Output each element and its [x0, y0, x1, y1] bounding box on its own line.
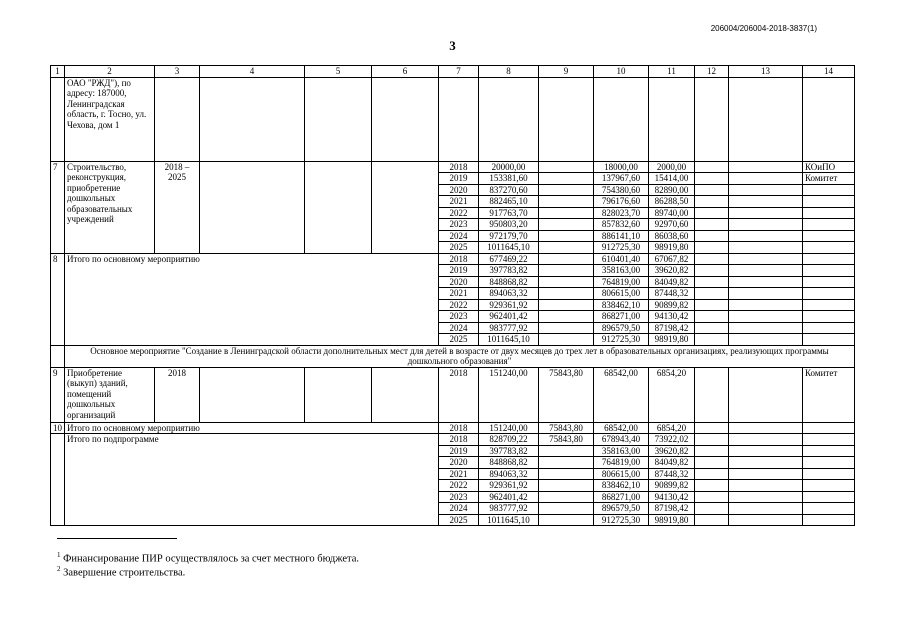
total-cell: 894063,32 [479, 468, 539, 480]
table-cell [594, 77, 649, 161]
local-cell: 6854,20 [649, 422, 695, 434]
other-cell [695, 422, 729, 434]
total-cell: 983777,92 [479, 322, 539, 334]
regional-cell: 806615,00 [594, 288, 649, 300]
total-cell: 950803,20 [479, 219, 539, 231]
other-cell [695, 434, 729, 446]
other-cell [695, 503, 729, 515]
regional-cell: 610401,40 [594, 253, 649, 265]
federal-cell [539, 219, 594, 231]
header-row [51, 66, 855, 78]
federal-cell [539, 207, 594, 219]
other-cell [695, 230, 729, 242]
regional-cell: 358163,00 [594, 445, 649, 457]
other-cell [695, 514, 729, 526]
table-cell [305, 367, 372, 422]
other-cell [695, 491, 729, 503]
year-cell: 2020 [439, 276, 479, 288]
table-cell [51, 345, 65, 367]
executor-cell: Комитет [803, 367, 855, 422]
year-cell: 2019 [439, 173, 479, 185]
table-cell [729, 265, 803, 277]
table-cell [729, 480, 803, 492]
federal-cell: 75843,80 [539, 367, 594, 422]
table-cell [803, 299, 855, 311]
local-cell: 90899,82 [649, 480, 695, 492]
regional-cell: 764819,00 [594, 276, 649, 288]
total-cell: 397783,82 [479, 265, 539, 277]
table-cell [729, 491, 803, 503]
total-cell: 837270,60 [479, 184, 539, 196]
federal-cell [539, 196, 594, 208]
table-cell [803, 422, 855, 434]
other-cell [695, 367, 729, 422]
section-title: Основное мероприятие "Создание в Ленинградской области дополнительных мест для детей в возрасте от двух месяцев до трех лет в образовательных организациях, реализующих программы дошкольного образования" [65, 345, 855, 367]
year-cell: 2021 [439, 196, 479, 208]
table-cell [729, 445, 803, 457]
table-cell [803, 445, 855, 457]
table-cell [51, 434, 65, 526]
column-header: 5 [305, 66, 372, 78]
indicator-cell [729, 184, 803, 196]
regional-cell: 754380,60 [594, 184, 649, 196]
regional-cell: 838462,10 [594, 299, 649, 311]
year-cell: 2023 [439, 219, 479, 231]
regional-cell: 796176,60 [594, 196, 649, 208]
table-cell [539, 77, 594, 161]
local-cell: 84049,82 [649, 276, 695, 288]
indicator-cell [729, 173, 803, 185]
table-cell [372, 367, 439, 422]
other-cell [695, 253, 729, 265]
other-cell [695, 207, 729, 219]
year-cell: 2025 [439, 242, 479, 254]
local-cell: 82890,00 [649, 184, 695, 196]
table-cell [729, 367, 803, 422]
row-number: 7 [51, 161, 65, 253]
regional-cell: 912725,30 [594, 242, 649, 254]
total-cell: 983777,92 [479, 503, 539, 515]
table-cell [479, 77, 539, 161]
other-cell [695, 445, 729, 457]
year-cell: 2023 [439, 311, 479, 323]
row-number: 9 [51, 367, 65, 422]
section-row [51, 345, 855, 367]
document-id: 206004/206004-2018-3837(1) [710, 24, 817, 33]
table-cell [803, 311, 855, 323]
regional-cell: 828023,70 [594, 207, 649, 219]
year-cell: 2020 [439, 184, 479, 196]
executor-cell: Комитет [803, 173, 855, 185]
regional-cell: 18000,00 [594, 161, 649, 173]
table-cell [729, 288, 803, 300]
row-7-year [51, 161, 855, 173]
table-cell [729, 503, 803, 515]
federal-cell [539, 253, 594, 265]
table-cell [803, 322, 855, 334]
federal-cell [539, 242, 594, 254]
table-cell [803, 457, 855, 469]
local-cell: 2000,00 [649, 161, 695, 173]
table-cell [729, 468, 803, 480]
row-number: 10 [51, 422, 65, 434]
year-cell: 2018 [439, 367, 479, 422]
local-cell: 39620,82 [649, 265, 695, 277]
federal-cell [539, 265, 594, 277]
executor-cell: КОиПО [803, 161, 855, 173]
table-cell [729, 322, 803, 334]
indicator-cell [729, 219, 803, 231]
local-cell: 87198,42 [649, 503, 695, 515]
total-cell: 929361,92 [479, 299, 539, 311]
other-cell [695, 322, 729, 334]
year-cell: 2018 [439, 434, 479, 446]
local-cell: 92970,60 [649, 219, 695, 231]
year-cell: 2018 [439, 161, 479, 173]
regional-cell: 137967,60 [594, 173, 649, 185]
row-9 [51, 367, 855, 422]
column-header: 10 [594, 66, 649, 78]
table-cell [51, 77, 65, 161]
measure-name: Строительство, реконструкция, приобретение дошкольных образовательных учреждений [65, 161, 155, 253]
regional-cell: 678943,40 [594, 434, 649, 446]
federal-cell [539, 491, 594, 503]
regional-cell: 896579,50 [594, 503, 649, 515]
table-cell [649, 77, 695, 161]
other-cell [695, 288, 729, 300]
other-cell [695, 265, 729, 277]
federal-cell [539, 457, 594, 469]
other-cell [695, 468, 729, 480]
local-cell: 86288,50 [649, 196, 695, 208]
other-cell [695, 161, 729, 173]
column-header: 11 [649, 66, 695, 78]
total-cell: 972179,70 [479, 230, 539, 242]
regional-cell: 358163,00 [594, 265, 649, 277]
footnote-1: $^1$ Финансирование ПИР осуществлялось за счет местного бюджета. [57, 551, 360, 565]
regional-cell: 68542,00 [594, 422, 649, 434]
total-cell: 848868,82 [479, 276, 539, 288]
indicator-cell [729, 207, 803, 219]
row-10 [51, 422, 855, 434]
local-cell: 84049,82 [649, 457, 695, 469]
federal-cell [539, 161, 594, 173]
other-cell [695, 457, 729, 469]
other-cell [695, 184, 729, 196]
local-cell: 89740,00 [649, 207, 695, 219]
federal-cell [539, 288, 594, 300]
other-cell [695, 173, 729, 185]
local-cell: 94130,42 [649, 491, 695, 503]
year-cell: 2024 [439, 322, 479, 334]
table-cell [803, 77, 855, 161]
year-cell: 2021 [439, 288, 479, 300]
column-header: 7 [439, 66, 479, 78]
total-cell: 397783,82 [479, 445, 539, 457]
local-cell: 90899,82 [649, 299, 695, 311]
column-header: 3 [155, 66, 200, 78]
local-cell: 87448,32 [649, 288, 695, 300]
local-cell: 98919,80 [649, 242, 695, 254]
local-cell: 6854,20 [649, 367, 695, 422]
total-cell: 153381,60 [479, 173, 539, 185]
local-cell: 86038,60 [649, 230, 695, 242]
column-header: 1 [51, 66, 65, 78]
local-cell: 94130,42 [649, 311, 695, 323]
regional-cell: 838462,10 [594, 480, 649, 492]
total-cell: 677469,22 [479, 253, 539, 265]
table-cell [155, 77, 200, 161]
federal-cell [539, 445, 594, 457]
table-cell [729, 311, 803, 323]
year-cell: 2021 [439, 468, 479, 480]
table-cell [803, 514, 855, 526]
total-cell: 848868,82 [479, 457, 539, 469]
table-body [51, 66, 855, 526]
column-header: 6 [372, 66, 439, 78]
regional-cell: 857832,60 [594, 219, 649, 231]
column-header: 2 [65, 66, 155, 78]
other-cell [695, 480, 729, 492]
table-cell [729, 299, 803, 311]
regional-cell: 912725,30 [594, 334, 649, 346]
table-cell [729, 514, 803, 526]
table-cell [729, 77, 803, 161]
local-cell: 67067,82 [649, 253, 695, 265]
column-header: 9 [539, 66, 594, 78]
regional-cell: 886141,10 [594, 230, 649, 242]
column-header: 4 [200, 66, 305, 78]
table-cell [729, 422, 803, 434]
table-cell [803, 184, 855, 196]
table-cell [803, 253, 855, 265]
other-cell [695, 299, 729, 311]
federal-cell [539, 514, 594, 526]
other-cell [695, 242, 729, 254]
total-cell: 1011645,10 [479, 514, 539, 526]
year-cell: 2018 [439, 253, 479, 265]
indicator-cell [729, 242, 803, 254]
year-cell: 2023 [439, 491, 479, 503]
regional-cell: 806615,00 [594, 468, 649, 480]
year-cell: 2019 [439, 265, 479, 277]
address-cell: ОАО "РЖД"), по адресу: 187000, Ленинградская область, г. Тосно, ул. Чехова, дом 1 [65, 77, 155, 161]
period-cell: 2018 [155, 367, 200, 422]
regional-cell: 868271,00 [594, 311, 649, 323]
table-cell [803, 242, 855, 254]
total-label: Итого по подпрограмме [65, 434, 439, 526]
total-cell: 1011645,10 [479, 242, 539, 254]
year-cell: 2025 [439, 334, 479, 346]
subtotal-label: Итого по основному мероприятию [65, 253, 439, 345]
federal-cell [539, 299, 594, 311]
table-cell [803, 503, 855, 515]
table-cell [803, 491, 855, 503]
indicator-cell [729, 230, 803, 242]
table-cell [803, 230, 855, 242]
year-cell: 2018 [439, 422, 479, 434]
column-header: 14 [803, 66, 855, 78]
local-cell: 87448,32 [649, 468, 695, 480]
federal-cell [539, 503, 594, 515]
total-cell: 882465,10 [479, 196, 539, 208]
column-header: 13 [729, 66, 803, 78]
local-cell: 15414,00 [649, 173, 695, 185]
other-cell [695, 311, 729, 323]
local-cell: 39620,82 [649, 445, 695, 457]
regional-cell: 868271,00 [594, 491, 649, 503]
table-cell [803, 288, 855, 300]
total-cell: 20000,00 [479, 161, 539, 173]
year-cell: 2022 [439, 299, 479, 311]
measure-name: Приобретение (выкуп) зданий, помещений дошкольных организаций [65, 367, 155, 422]
table-cell [200, 161, 305, 253]
federal-cell [539, 230, 594, 242]
total-cell: 828709,22 [479, 434, 539, 446]
program-table [50, 65, 855, 526]
table-cell [372, 77, 439, 161]
federal-cell [539, 334, 594, 346]
table-cell [372, 161, 439, 253]
total-cell: 151240,00 [479, 422, 539, 434]
total-cell: 962401,42 [479, 311, 539, 323]
table-cell [439, 77, 479, 161]
continued-row [51, 77, 855, 161]
table-cell [729, 457, 803, 469]
indicator-cell [729, 161, 803, 173]
federal-cell [539, 311, 594, 323]
federal-cell: 75843,80 [539, 422, 594, 434]
column-header: 8 [479, 66, 539, 78]
indicator-cell [729, 196, 803, 208]
table-cell [729, 434, 803, 446]
table-cell [803, 207, 855, 219]
local-cell: 73922,02 [649, 434, 695, 446]
column-header: 12 [695, 66, 729, 78]
table-cell [729, 253, 803, 265]
federal-cell [539, 173, 594, 185]
table-cell [803, 276, 855, 288]
other-cell [695, 219, 729, 231]
subprogram-year [51, 434, 855, 446]
page-number: 3 [449, 38, 456, 53]
regional-cell: 68542,00 [594, 367, 649, 422]
total-cell: 151240,00 [479, 367, 539, 422]
local-cell: 98919,80 [649, 334, 695, 346]
federal-cell [539, 480, 594, 492]
table-cell [803, 468, 855, 480]
year-cell: 2022 [439, 207, 479, 219]
footnote-separator [57, 538, 177, 539]
year-cell: 2019 [439, 445, 479, 457]
federal-cell: 75843,80 [539, 434, 594, 446]
total-cell: 1011645,10 [479, 334, 539, 346]
period-cell: 2018 – 2025 [155, 161, 200, 253]
local-cell: 98919,80 [649, 514, 695, 526]
table-cell [729, 334, 803, 346]
federal-cell [539, 184, 594, 196]
table-cell [803, 265, 855, 277]
total-cell: 962401,42 [479, 491, 539, 503]
table-cell [305, 77, 372, 161]
other-cell [695, 196, 729, 208]
table-cell [695, 77, 729, 161]
table-cell [803, 334, 855, 346]
row-8-year [51, 253, 855, 265]
regional-cell: 896579,50 [594, 322, 649, 334]
year-cell: 2020 [439, 457, 479, 469]
federal-cell [539, 468, 594, 480]
local-cell: 87198,42 [649, 322, 695, 334]
other-cell [695, 334, 729, 346]
total-cell: 894063,32 [479, 288, 539, 300]
year-cell: 2025 [439, 514, 479, 526]
table-cell [729, 276, 803, 288]
row-number: 8 [51, 253, 65, 345]
total-cell: 917763,70 [479, 207, 539, 219]
year-cell: 2022 [439, 480, 479, 492]
year-cell: 2024 [439, 230, 479, 242]
subtotal-label: Итого по основному мероприятию [65, 422, 439, 434]
table-cell [803, 219, 855, 231]
footnote-2: $^2$ Завершение строительства. [57, 565, 186, 579]
table-cell [200, 367, 305, 422]
other-cell [695, 276, 729, 288]
table-cell [305, 161, 372, 253]
total-cell: 929361,92 [479, 480, 539, 492]
year-cell: 2024 [439, 503, 479, 515]
federal-cell [539, 276, 594, 288]
table-cell [803, 434, 855, 446]
regional-cell: 764819,00 [594, 457, 649, 469]
federal-cell [539, 322, 594, 334]
table-cell [803, 196, 855, 208]
regional-cell: 912725,30 [594, 514, 649, 526]
table-cell [200, 77, 305, 161]
table-cell [803, 480, 855, 492]
